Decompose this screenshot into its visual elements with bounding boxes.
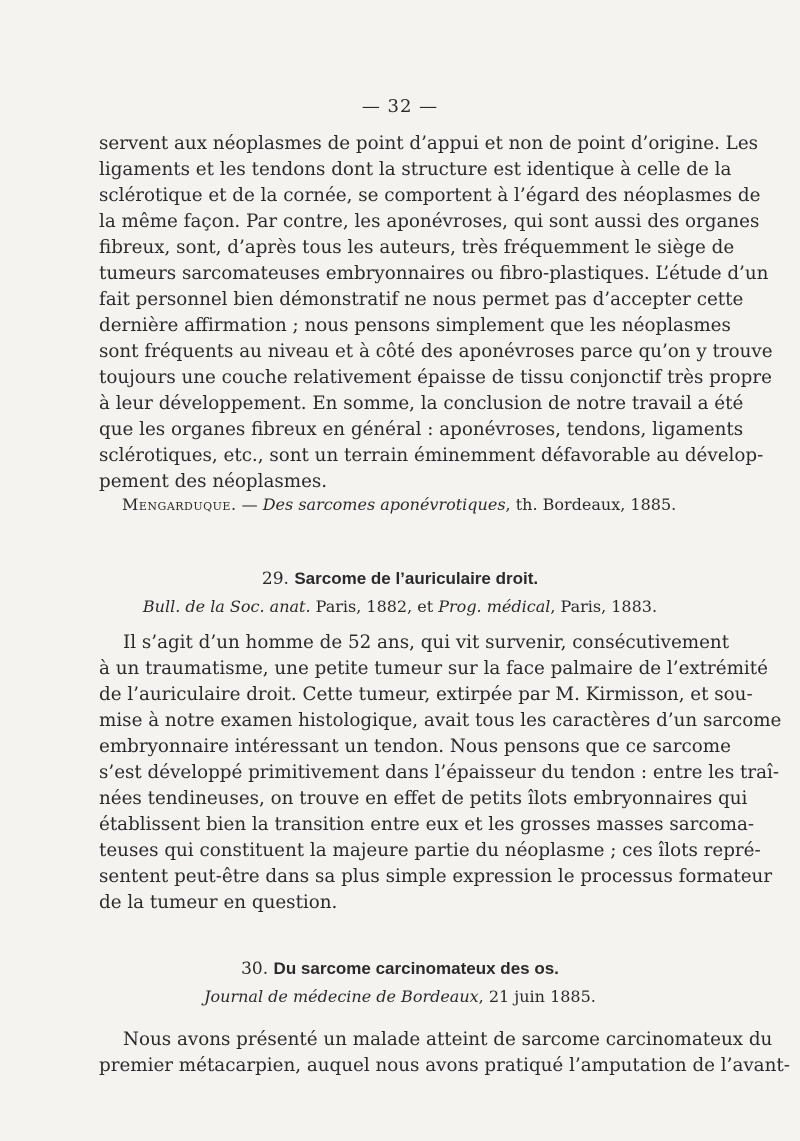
source-journal: Bull. de la Soc. anat. <box>142 597 311 616</box>
page-number: — 32 — <box>361 96 439 117</box>
text-line: à leur développement. En somme, la conclusion de notre travail a été <box>99 393 744 414</box>
text-line: que les organes fibreux en général : aponévroses, tendons, ligaments <box>99 419 744 440</box>
text-line: dernière affirmation ; nous pensons simplement que les néoplasmes <box>99 315 731 336</box>
source-text: , Paris, 1883. <box>550 597 658 616</box>
text-line: sentent peut-être dans sa plus simple expression le processus formateur <box>99 866 773 887</box>
text-line: établissent bien la transition entre eux et les grosses masses sarcoma- <box>99 814 755 835</box>
text-line: premier métacarpien, auquel nous avons pratiqué l’amputation de l’avant- <box>99 1055 790 1076</box>
section-title: Sarcome de l’auriculaire droit. <box>294 569 539 588</box>
text-line: de la tumeur en question. <box>99 892 338 913</box>
text-line: tumeurs sarcomateuses embryonnaires ou fibro-plastiques. L’étude d’un <box>99 263 769 284</box>
text-line: de l’auriculaire droit. Cette tumeur, extirpée par M. Kirmisson, et sou- <box>99 684 753 705</box>
text-line: la même façon. Par contre, les aponévroses, qui sont aussi des organes <box>99 211 760 232</box>
reference-rest: , th. Bordeaux, 1885. <box>505 495 677 514</box>
text-line: fait personnel bien démonstratif ne nous permet pas d’accepter cette <box>99 289 744 310</box>
text-line: ligaments et les tendons dont la structure est identique à celle de la <box>99 159 732 180</box>
section-30-heading <box>0 959 800 979</box>
reference-1 <box>122 495 722 514</box>
section-29-source <box>0 597 800 616</box>
section-29-heading <box>0 569 800 589</box>
text-line: s’est développé primitivement dans l’épaisseur du tendon : entre les traî- <box>99 762 780 783</box>
paragraph-3 <box>99 1027 790 1079</box>
text-line: mise à notre examen histologique, avait tous les caractères d’un sarcome <box>99 710 782 731</box>
source-text: , 21 juin 1885. <box>478 987 596 1006</box>
section-number: 30. <box>241 959 269 979</box>
section-title: Du sarcome carcinomateux des os. <box>273 959 559 978</box>
reference-dash: — <box>236 495 263 514</box>
text-line: servent aux néoplasmes de point d’appui et non de point d’origine. Les <box>99 133 759 154</box>
text-line: teuses qui constituent la majeure partie du néoplasme ; ces îlots repré- <box>99 840 761 861</box>
text-line: sclérotique et de la cornée, se comportent à l’égard des néoplasmes de <box>99 185 761 206</box>
paragraph-2 <box>99 630 782 916</box>
text-line: embryonnaire intéressant un tendon. Nous pensons que ce sarcome <box>99 736 731 757</box>
reference-author: Mengarduque. <box>122 495 237 514</box>
text-line: pement des néoplasmes. <box>99 471 328 492</box>
text-line: nées tendineuses, on trouve en effet de petits îlots embryonnaires qui <box>99 788 748 809</box>
source-text: Paris, 1882, et <box>310 597 439 616</box>
text-line: toujours une couche relativement épaisse de tissu conjonctif très propre <box>99 367 772 388</box>
text-line: sont fréquents au niveau et à côté des aponévroses parce qu’on y trouve <box>99 341 773 362</box>
reference-title: Des sarcomes aponévrotiques <box>262 495 506 514</box>
text-line: Nous avons présenté un malade atteint de sarcome carcinomateux du <box>123 1029 773 1050</box>
paragraph-1 <box>99 131 773 495</box>
text-line: à un traumatisme, une petite tumeur sur la face palmaire de l’extrémité <box>99 658 768 679</box>
text-line: Il s’agit d’un homme de 52 ans, qui vit survenir, consécutivement <box>123 632 730 653</box>
text-line: fibreux, sont, d’après tous les auteurs, très fréquemment le siège de <box>99 237 735 258</box>
source-journal: Prog. médical <box>438 597 551 616</box>
section-number: 29. <box>261 569 289 589</box>
section-30-source <box>0 987 800 1006</box>
text-line: sclérotiques, etc., sont un terrain éminemment défavorable au dévelop- <box>99 445 764 466</box>
source-journal: Journal de médecine de Bordeaux <box>204 987 479 1006</box>
